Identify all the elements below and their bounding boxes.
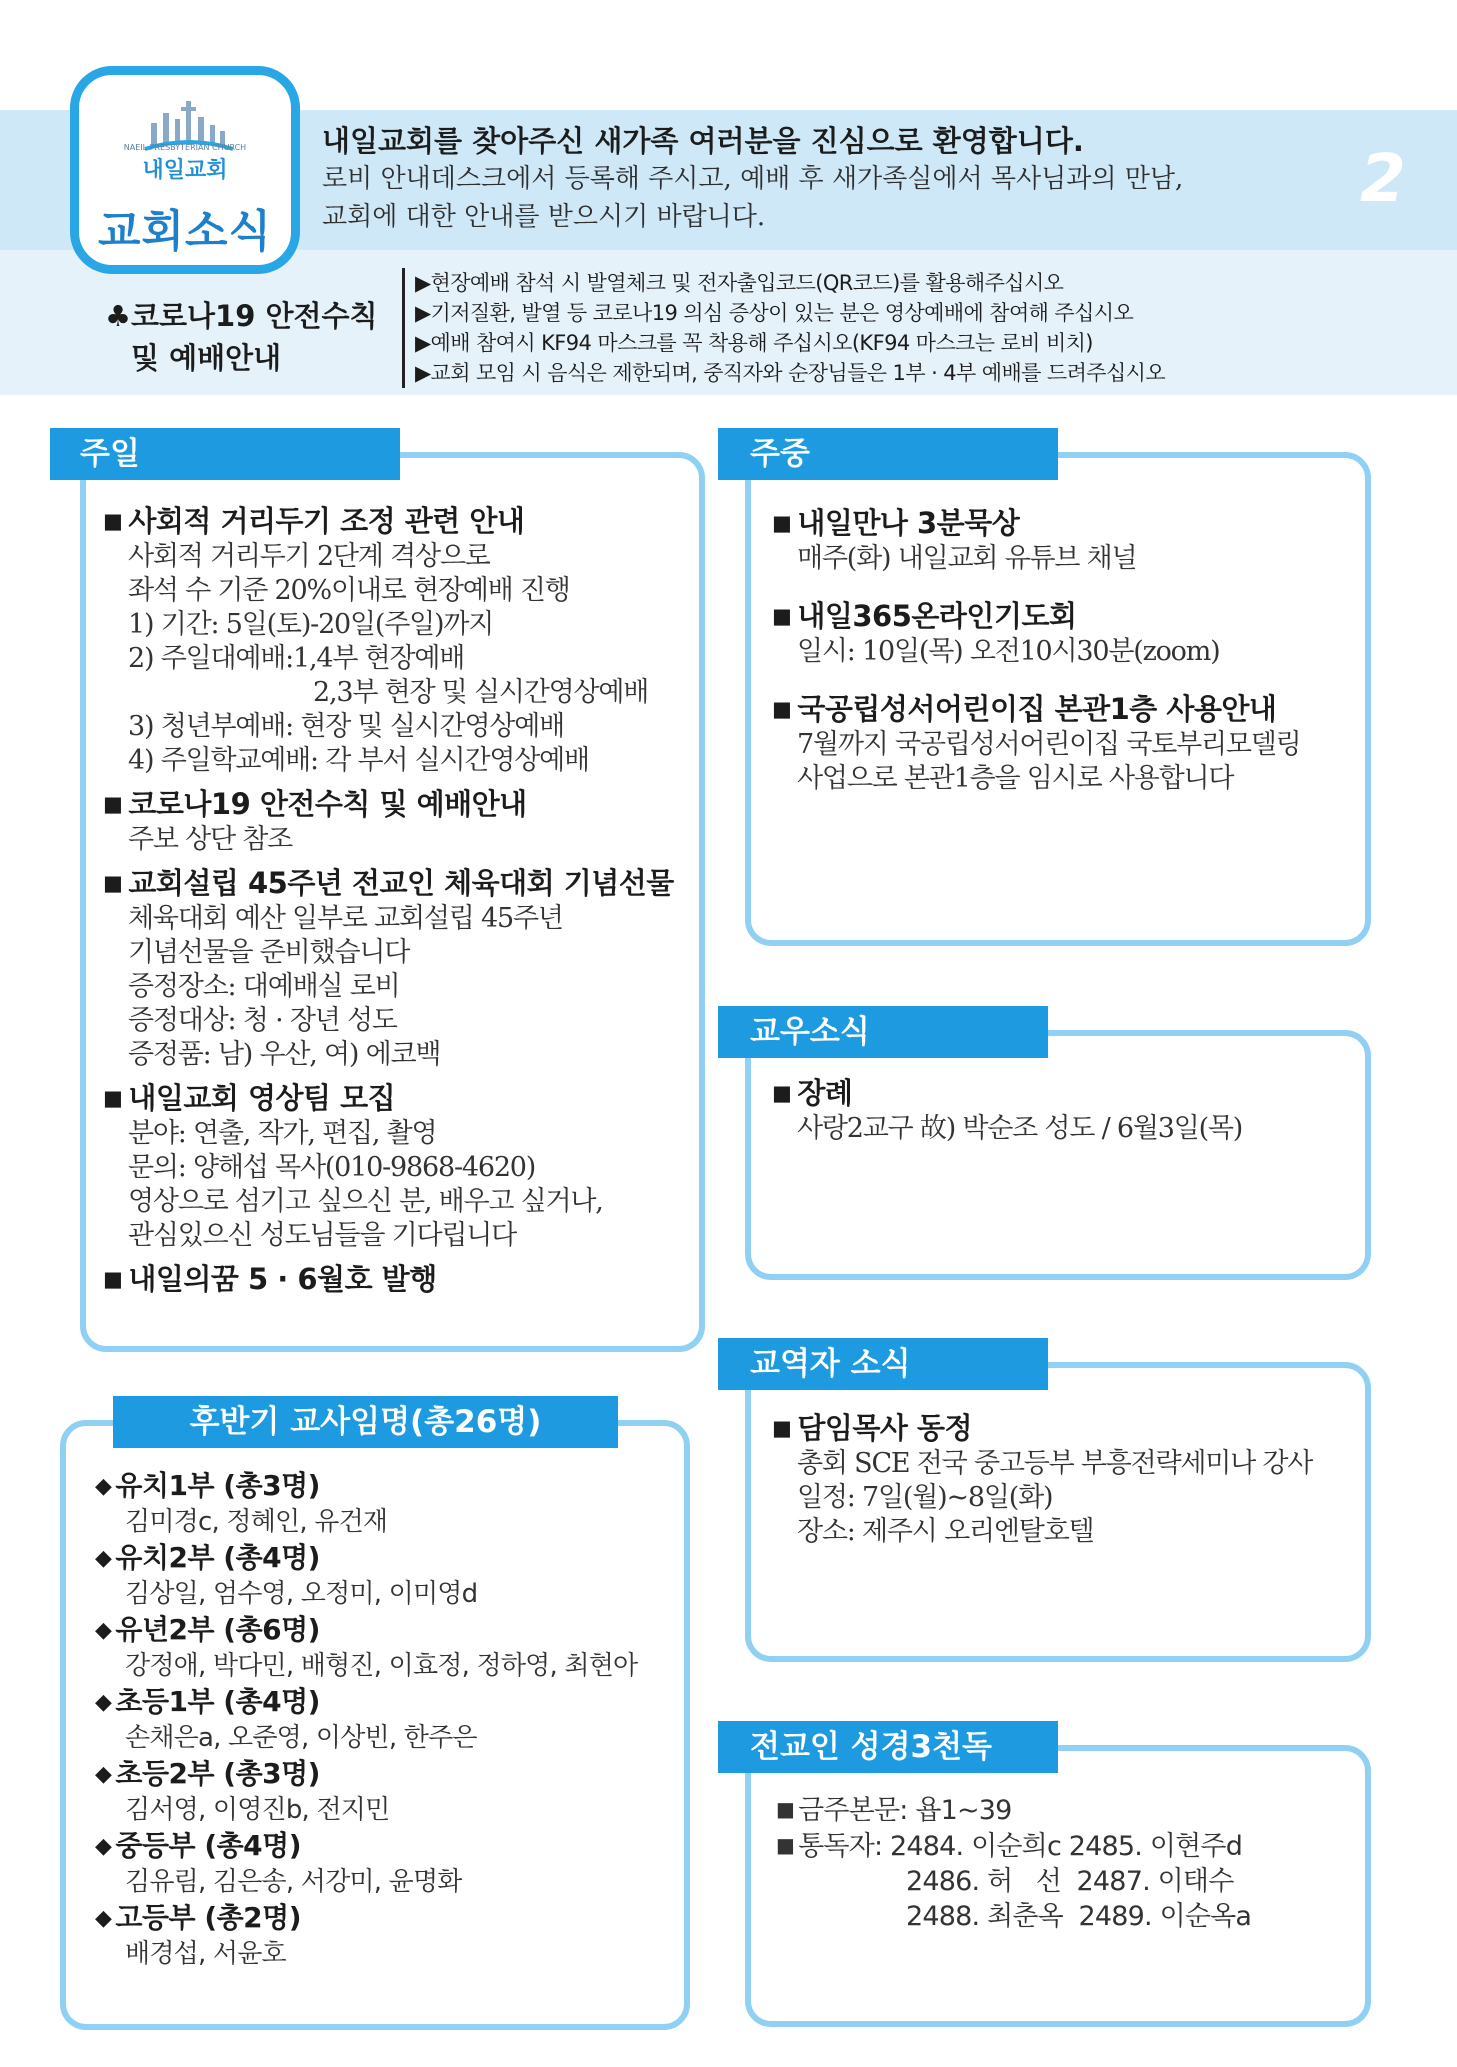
- dept-names: 배경섭, 서윤호: [125, 1939, 286, 1969]
- notice-heading: ■ 내일만나 3분묵상: [772, 505, 1301, 542]
- teachers-content: [95, 1468, 637, 1972]
- welcome-line-3: 교회에 대한 안내를 받으시기 바랍니다.: [322, 202, 766, 232]
- notice-heading: ■ 코로나19 안전수칙 및 예배안내: [103, 786, 674, 823]
- covid-notice-item: ▶예배 참여시 KF94 마스크를 꼭 착용해 주십시오(KF94 마스크는 로비 비치): [415, 331, 1093, 355]
- bullet-icon: ■: [776, 1833, 795, 1857]
- bible-reading-content: [776, 1792, 1251, 1934]
- reading-line: ■ 통독자: 2484. 이순희c 2485. 이현주d: [776, 1831, 1243, 1862]
- member-news-content: [772, 1075, 1242, 1146]
- dept-heading: ◆ 고등부 (총2명): [95, 1900, 637, 1937]
- weekday-content: [772, 505, 1301, 796]
- dept-names: 김미경c, 정혜인, 유건재: [125, 1507, 388, 1537]
- notice-heading: ■ 내일365온라인기도회: [772, 598, 1301, 635]
- dept-names: 강정애, 박다민, 배형진, 이효정, 정하영, 최현아: [125, 1651, 638, 1681]
- covid-notice-list: [402, 268, 1315, 388]
- dept-names: 김서영, 이영진b, 전지민: [125, 1795, 390, 1825]
- dept-heading: ◆ 초등2부 (총3명): [95, 1756, 637, 1793]
- notice-heading: ■ 국공립성서어린이집 본관1층 사용안내: [772, 691, 1301, 728]
- bullet-icon: ■: [776, 1797, 795, 1821]
- welcome-message: [322, 122, 1183, 236]
- reading-line: 2486. 허 선 2487. 이태수: [906, 1866, 1234, 1897]
- welcome-line-1: 내일교회를 찾아주신 새가족 여러분을 진심으로 환영합니다.: [322, 124, 1084, 158]
- notice-heading: ■ 장례: [772, 1075, 1242, 1112]
- notice-heading: ■ 교회설립 45주년 전교인 체육대회 기념선물: [103, 865, 674, 902]
- notice-line: 체육대회 예산 일부로 교회설립 45주년: [128, 903, 563, 934]
- teachers-tab: 후반기 교사임명(총26명): [113, 1396, 618, 1448]
- notice-heading: ■ 내일의꿈 5 · 6월호 발행: [103, 1261, 674, 1298]
- notice-heading: ■ 담임목사 동정: [772, 1410, 1312, 1447]
- section-title: 교회소식: [97, 206, 272, 257]
- minister-news-tab: 교역자 소식: [718, 1338, 1048, 1390]
- covid-notice-title: [105, 295, 378, 379]
- logo-church-name: 내일교회: [142, 158, 228, 183]
- covid-title-line-1: ♣코로나19 안전수칙: [105, 299, 378, 333]
- notice-line: 일정: 7일(월)~8일(화): [797, 1482, 1053, 1513]
- notice-line: 1) 기간: 5일(토)-20일(주일)까지: [128, 609, 494, 640]
- notice-line: 분야: 연출, 작가, 편집, 촬영: [128, 1118, 437, 1149]
- notice-line: 주보 상단 참조: [128, 824, 293, 855]
- notice-line: 사회적 거리두기 2단계 격상으로: [128, 541, 490, 572]
- notice-line: 총회 SCE 전국 중고등부 부흥전략세미나 강사: [797, 1448, 1313, 1479]
- notice-line: 증정장소: 대예배실 로비: [128, 971, 400, 1002]
- notice-line: 7월까지 국공립성서어린이집 국토부리모델링: [797, 729, 1301, 760]
- notice-line: 3) 청년부예배: 현장 및 실시간영상예배: [128, 711, 564, 742]
- page-number: 2: [1360, 140, 1406, 217]
- bible-reading-tab: 전교인 성경3천독: [718, 1721, 1058, 1773]
- notice-line: 증정대상: 청 · 장년 성도: [128, 1005, 397, 1036]
- dept-names: 김유림, 김은송, 서강미, 윤명화: [125, 1867, 462, 1897]
- covid-title-line-2: 및 예배안내: [131, 341, 282, 375]
- sunday-content: [103, 503, 674, 1298]
- dept-heading: ◆ 유치2부 (총4명): [95, 1540, 637, 1577]
- notice-line: 사업으로 본관1층을 임시로 사용합니다: [797, 763, 1234, 794]
- notice-line: 증정품: 남) 우산, 여) 에코백: [128, 1039, 441, 1070]
- weekday-tab: 주중: [718, 428, 1058, 480]
- notice-line: 관심있으신 성도님들을 기다립니다: [128, 1220, 516, 1251]
- logo-subtext: NAEIL PRESBYTERIAN CHURCH: [123, 143, 247, 152]
- dept-heading: ◆ 유년2부 (총6명): [95, 1612, 637, 1649]
- notice-line: 문의: 양해섭 목사(010-9868-4620): [128, 1152, 536, 1183]
- notice-heading: ■ 사회적 거리두기 조정 관련 안내: [103, 503, 674, 540]
- dept-heading: ◆ 유치1부 (총3명): [95, 1468, 637, 1505]
- sunday-tab: 주일: [50, 428, 400, 480]
- dept-names: 손채은a, 오준영, 이상빈, 한주은: [125, 1723, 477, 1753]
- dept-names: 김상일, 엄수영, 오정미, 이미영d: [125, 1579, 478, 1609]
- reading-line: 2488. 최춘옥 2489. 이순옥a: [906, 1901, 1252, 1932]
- member-news-panel: [745, 1030, 1371, 1280]
- welcome-line-2: 로비 안내데스크에서 등록해 주시고, 예배 후 새가족실에서 목사님과의 만남,: [322, 164, 1184, 194]
- reading-line: ■ 금주본문: 욥1~39: [776, 1795, 1012, 1826]
- notice-line: 영상으로 섬기고 싶으신 분, 배우고 싶거나,: [128, 1186, 603, 1217]
- member-news-tab: 교우소식: [718, 1006, 1048, 1058]
- notice-line: 2) 주일대예배:1,4부 현장예배: [128, 643, 465, 674]
- dept-heading: ◆ 중등부 (총4명): [95, 1828, 637, 1865]
- dept-heading: ◆ 초등1부 (총4명): [95, 1684, 637, 1721]
- minister-news-content: [772, 1410, 1312, 1549]
- notice-line: 좌석 수 기준 20%이내로 현장예배 진행: [128, 575, 570, 606]
- notice-line: 4) 주일학교예배: 각 부서 실시간영상예배: [128, 745, 589, 776]
- notice-line: 2,3부 현장 및 실시간영상예배: [313, 677, 649, 708]
- notice-line: 사랑2교구 故) 박순조 성도 / 6월3일(목): [797, 1113, 1243, 1144]
- notice-heading: ■ 내일교회 영상팀 모집: [103, 1080, 674, 1117]
- notice-line: 장소: 제주시 오리엔탈호텔: [797, 1516, 1094, 1547]
- covid-notice-item: ▶기저질환, 발열 등 코로나19 의심 증상이 있는 분은 영상예배에 참여해 주십시오: [415, 301, 1134, 325]
- notice-line: 매주(화) 내일교회 유튜브 채널: [797, 543, 1137, 574]
- notice-line: 기념선물을 준비했습니다: [128, 937, 410, 968]
- notice-line: 일시: 10일(목) 오전10시30분(zoom): [797, 636, 1220, 667]
- church-logo: [70, 66, 300, 274]
- covid-notice-item: ▶현장예배 참석 시 발열체크 및 전자출입코드(QR코드)를 활용해주십시오: [415, 271, 1064, 295]
- covid-notice-item: ▶교회 모임 시 음식은 제한되며, 중직자와 순장님들은 1부 · 4부 예배를 드려주십시오: [415, 361, 1166, 385]
